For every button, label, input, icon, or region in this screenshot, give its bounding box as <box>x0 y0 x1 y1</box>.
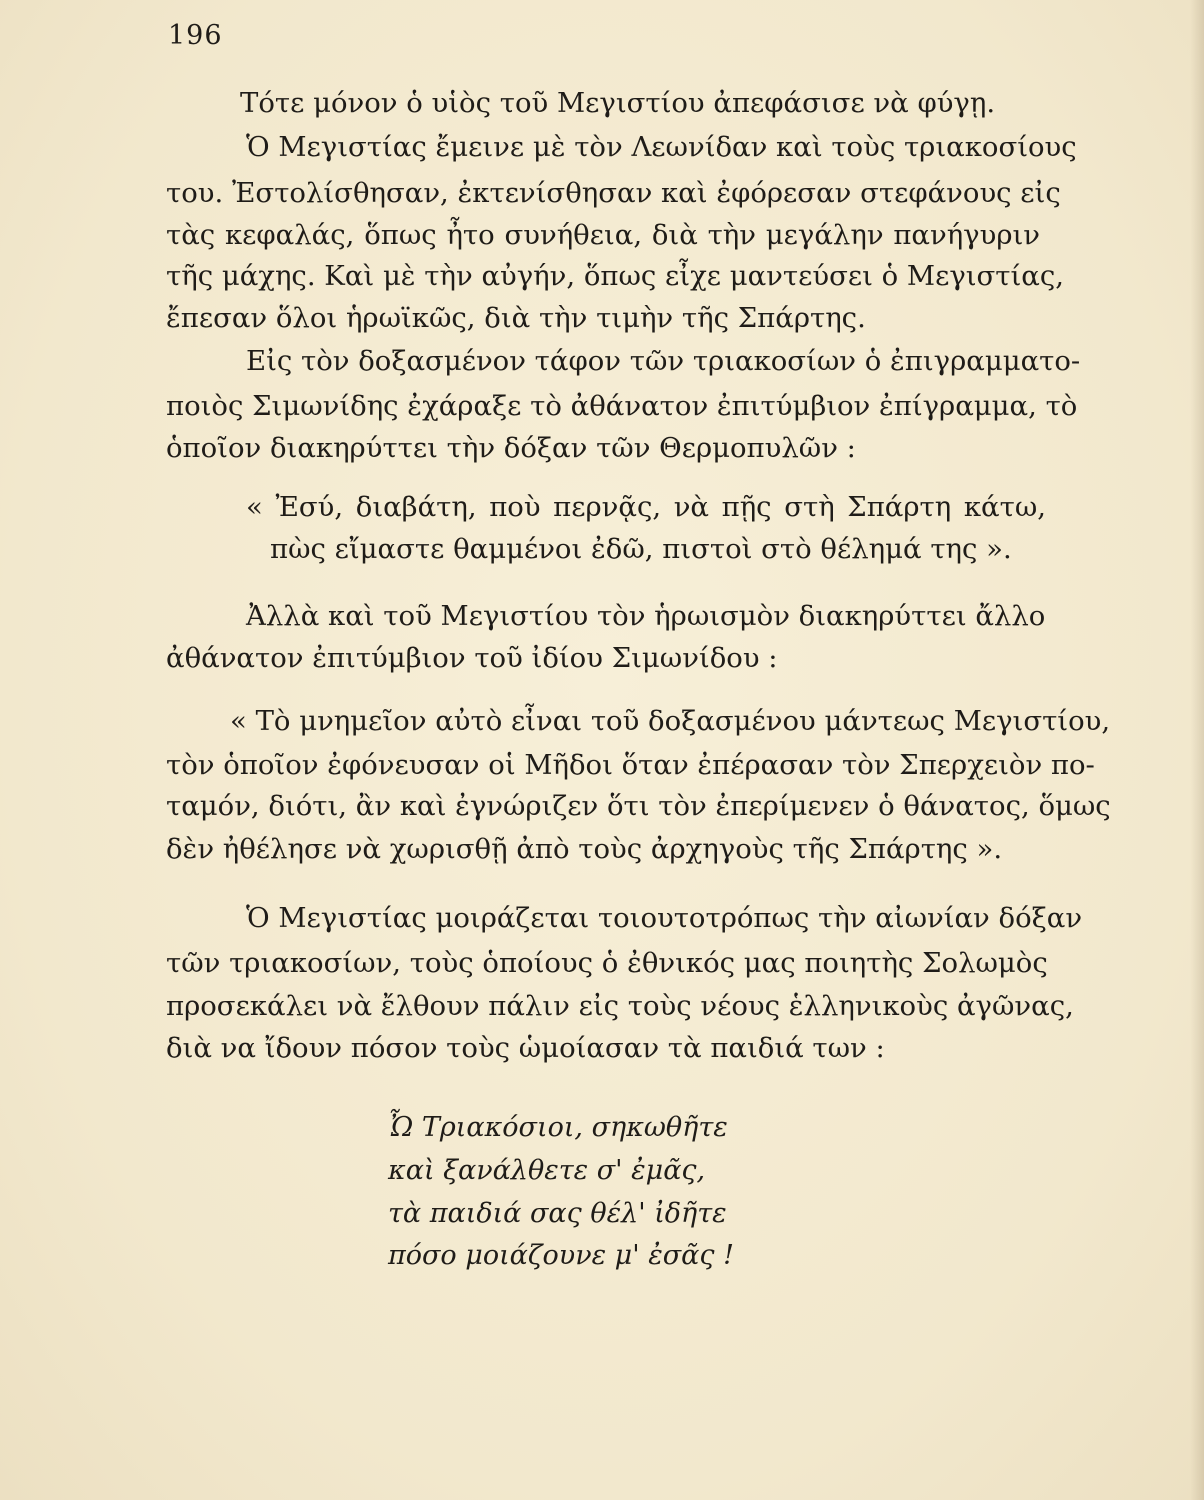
page-edge-shadow <box>1190 0 1204 1500</box>
paragraph-4-line: Ἀλλὰ καὶ τοῦ Μεγιστίου τὸν ἡρωισμὸν διακηρύττει ἄλλο <box>246 600 1046 632</box>
paragraph-2-line: Ὁ Μεγιστίας ἔμεινε μὲ τὸν Λεωνίδαν καὶ τοὺς τριακοσίους <box>246 131 1077 163</box>
epigram-2-line: δὲν ἠθέλησε νὰ χωρισθῇ ἀπὸ τοὺς ἀρχηγοὺς τῆς Σπάρτης ». <box>166 833 1003 865</box>
paragraph-3-line: ποιὸς Σιμωνίδης ἐχάραξε τὸ ἀθάνατον ἐπιτύμβιον ἐπίγραμμα, τὸ <box>166 390 1078 422</box>
paragraph-5-line: διὰ να ἴδουν πόσον τοὺς ὡμοίασαν τὰ παιδιά των : <box>166 1032 885 1064</box>
paragraph-5-line: προσεκάλει νὰ ἔλθουν πάλιν εἰς τοὺς νέους ἑλληνικοὺς ἀγῶνας, <box>166 990 1074 1022</box>
epigram-1-line: πὼς εἴμαστε θαμμένοι ἐδῶ, πιστοὶ στὸ θέλημά της ». <box>270 533 1012 565</box>
epigram-2-line: « Τὸ μνημεῖον αὐτὸ εἶναι τοῦ δοξασμένου μάντεως Μεγιστίου, <box>230 705 1111 737</box>
page-number: 196 <box>168 20 223 51</box>
epigram-2-line: τὸν ὁποῖον ἐφόνευσαν οἱ Μῆδοι ὅταν ἐπέρασαν τὸν Σπερχειὸν πο- <box>166 749 1095 781</box>
paragraph-3-line: ὁποῖον διακηρύττει τὴν δόξαν τῶν Θερμοπυλῶν : <box>166 432 856 464</box>
paragraph-2-line: τῆς μάχης. Καὶ μὲ τὴν αὐγήν, ὅπως εἶχε μαντεύσει ὁ Μεγιστίας, <box>166 260 1065 292</box>
epigram-2-line: ταμόν, διότι, ἂν καὶ ἐγνώριζεν ὅτι τὸν ἐπερίμενεν ὁ θάνατος, ὅμως <box>166 790 1111 822</box>
paragraph-2-line: του. Ἐστολίσθησαν, ἐκτενίσθησαν καὶ ἐφόρεσαν στεφάνους εἰς <box>166 177 1061 209</box>
epigram-1-line: « Ἐσύ, διαβάτη, ποὺ περνᾷς, νὰ πῇς στὴ Σπάρτη κάτω, <box>246 491 1046 523</box>
paragraph-2-line: τὰς κεφαλάς, ὅπως ἦτο συνήθεια, διὰ τὴν μεγάλην πανήγυριν <box>166 219 1040 251</box>
paragraph-4-line: ἀθάνατον ἐπιτύμβιον τοῦ ἰδίου Σιμωνίδου : <box>166 642 778 674</box>
poem-line: πόσο μοιάζουνε μ' ἐσᾶς ! <box>388 1240 734 1271</box>
paragraph-5-line: Ὁ Μεγιστίας μοιράζεται τοιουτοτρόπως τὴν αἰωνίαν δόξαν <box>246 902 1083 934</box>
paragraph-3-line: Εἰς τὸν δοξασμένον τάφον τῶν τριακοσίων ὁ ἐπιγραμματο- <box>246 345 1081 377</box>
poem-line: τὰ παιδιά σας θέλ' ἰδῆτε <box>388 1198 727 1229</box>
paragraph-5-line: τῶν τριακοσίων, τοὺς ὁποίους ὁ ἐθνικός μας ποιητὴς Σολωμὸς <box>166 947 1048 979</box>
poem-line: καὶ ξανάλθετε σ' ἐμᾶς, <box>388 1155 706 1186</box>
poem-line: Ὦ Τριακόσιοι, σηκωθῆτε <box>388 1112 728 1143</box>
paragraph-2-line: ἔπεσαν ὅλοι ἡρωϊκῶς, διὰ τὴν τιμὴν τῆς Σπάρτης. <box>166 302 866 334</box>
paragraph-1-line: Τότε μόνον ὁ υἱὸς τοῦ Μεγιστίου ἀπεφάσισε νὰ φύγῃ. <box>240 87 996 119</box>
